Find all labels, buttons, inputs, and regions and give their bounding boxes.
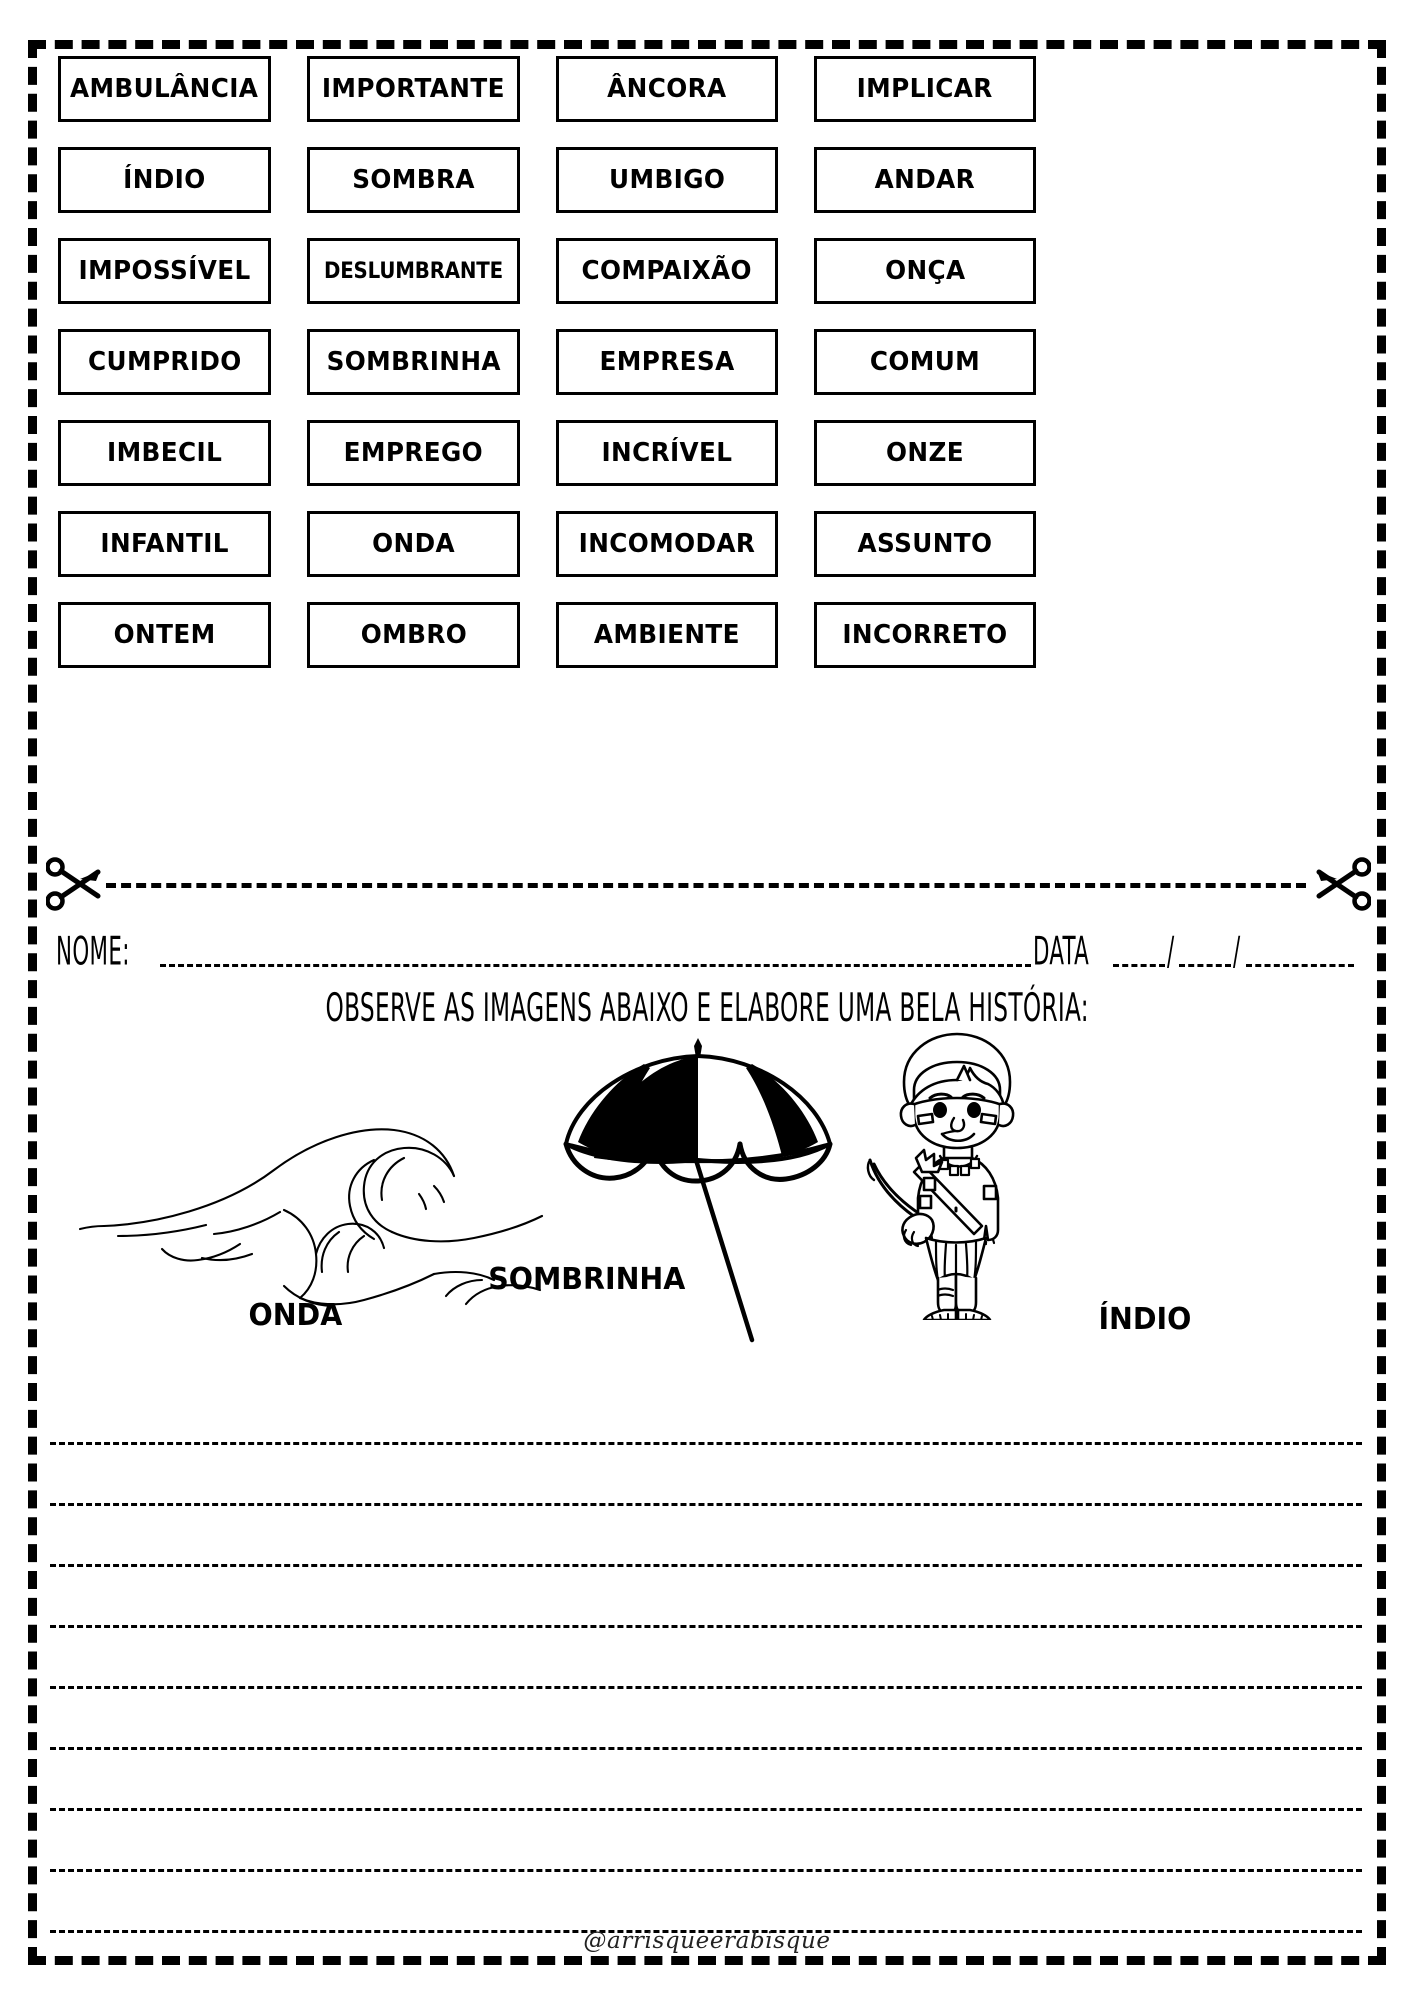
word-card[interactable] bbox=[307, 329, 520, 395]
beach-umbrella-illustration bbox=[556, 1034, 836, 1354]
writing-line[interactable] bbox=[50, 1567, 1362, 1628]
word-card[interactable] bbox=[556, 329, 778, 395]
word-card[interactable] bbox=[814, 602, 1036, 668]
writing-line[interactable] bbox=[50, 1811, 1362, 1872]
word-card[interactable] bbox=[307, 147, 520, 213]
word-card-label: IMPLICAR bbox=[856, 74, 994, 104]
word-card-label: CUMPRIDO bbox=[87, 347, 242, 377]
word-card-label: DESLUMBRANTE bbox=[323, 258, 504, 284]
word-card-label: INCOMODAR bbox=[578, 529, 756, 559]
writing-line[interactable] bbox=[50, 1689, 1362, 1750]
word-card-label: INCORRETO bbox=[842, 620, 1008, 650]
word-card-label: ONZE bbox=[886, 438, 964, 468]
word-card-label: ÍNDIO bbox=[123, 165, 206, 195]
date-day-rule[interactable] bbox=[1113, 964, 1165, 967]
writing-lines-area bbox=[50, 1384, 1362, 1933]
name-date-row bbox=[56, 926, 1356, 974]
word-card[interactable] bbox=[58, 56, 271, 122]
word-card-label: ASSUNTO bbox=[857, 529, 993, 559]
illustration-label-indio: ÍNDIO bbox=[1098, 1302, 1192, 1337]
word-card-label: INFANTIL bbox=[100, 529, 229, 559]
ocean-wave-illustration bbox=[74, 1108, 544, 1308]
word-cards-grid bbox=[58, 56, 1068, 668]
word-card-label: SOMBRA bbox=[352, 165, 475, 195]
instruction-text-row bbox=[0, 984, 1414, 1032]
writing-line[interactable] bbox=[50, 1872, 1362, 1933]
indigenous-boy-illustration bbox=[856, 1030, 1086, 1320]
cut-line-row bbox=[46, 855, 1371, 915]
word-card-label: AMBULÂNCIA bbox=[70, 74, 259, 104]
word-card-label: ANDAR bbox=[874, 165, 976, 195]
word-card[interactable] bbox=[58, 511, 271, 577]
word-card[interactable] bbox=[814, 238, 1036, 304]
date-label: DATA bbox=[1033, 927, 1090, 974]
illustration-label-sombrinha: SOMBRINHA bbox=[488, 1262, 686, 1297]
word-card[interactable] bbox=[814, 420, 1036, 486]
word-card[interactable] bbox=[556, 147, 778, 213]
word-card[interactable] bbox=[58, 329, 271, 395]
word-card-label: OMBRO bbox=[360, 620, 467, 650]
word-card[interactable] bbox=[556, 56, 778, 122]
writing-line[interactable] bbox=[50, 1445, 1362, 1506]
word-card[interactable] bbox=[307, 511, 520, 577]
date-slash-1: / bbox=[1166, 927, 1175, 974]
scissors-icon bbox=[1315, 855, 1371, 913]
illustrations-area bbox=[56, 1030, 1358, 1380]
writing-line[interactable] bbox=[50, 1384, 1362, 1445]
word-card-label: EMPRESA bbox=[599, 347, 735, 377]
word-card[interactable] bbox=[307, 56, 520, 122]
word-card-label: ONÇA bbox=[884, 256, 966, 286]
writing-line[interactable] bbox=[50, 1506, 1362, 1567]
word-card-label: COMUM bbox=[869, 347, 981, 377]
word-card[interactable] bbox=[58, 420, 271, 486]
word-card-label: SOMBRINHA bbox=[326, 347, 501, 377]
word-card-label: ONDA bbox=[372, 529, 455, 559]
writing-line[interactable] bbox=[50, 1628, 1362, 1689]
word-card-label: IMPOSSÍVEL bbox=[78, 256, 251, 286]
word-card[interactable] bbox=[556, 238, 778, 304]
word-card-label: UMBIGO bbox=[608, 165, 726, 195]
word-card[interactable] bbox=[814, 329, 1036, 395]
word-card-label: IMBECIL bbox=[106, 438, 223, 468]
word-card[interactable] bbox=[556, 602, 778, 668]
writing-line[interactable] bbox=[50, 1750, 1362, 1811]
word-card[interactable] bbox=[307, 602, 520, 668]
illustration-label-onda: ONDA bbox=[248, 1298, 343, 1333]
date-month-rule[interactable] bbox=[1179, 964, 1231, 967]
instruction-text: OBSERVE AS IMAGENS ABAIXO E ELABORE UMA BELA HISTÓRIA: bbox=[325, 984, 1089, 1032]
word-card-label: ONTEM bbox=[113, 620, 216, 650]
word-card[interactable] bbox=[814, 511, 1036, 577]
word-card[interactable] bbox=[58, 238, 271, 304]
word-card-label: INCRÍVEL bbox=[601, 438, 733, 468]
watermark-credit: @arrisqueerabisque bbox=[583, 1928, 831, 1954]
name-input-rule[interactable] bbox=[160, 964, 1031, 967]
date-year-rule[interactable] bbox=[1246, 964, 1354, 967]
word-card-label: AMBIENTE bbox=[593, 620, 741, 650]
scissors-icon bbox=[46, 855, 102, 913]
word-card[interactable] bbox=[556, 420, 778, 486]
word-card[interactable] bbox=[556, 511, 778, 577]
word-card[interactable] bbox=[58, 147, 271, 213]
word-card-label: IMPORTANTE bbox=[321, 74, 506, 104]
date-slash-2: / bbox=[1233, 927, 1242, 974]
word-card-label: ÂNCORA bbox=[607, 74, 727, 104]
word-card[interactable] bbox=[814, 147, 1036, 213]
word-card-label: EMPREGO bbox=[343, 438, 484, 468]
name-label: NOME: bbox=[56, 927, 130, 974]
word-card-label: COMPAIXÃO bbox=[581, 256, 753, 286]
word-card[interactable] bbox=[307, 420, 520, 486]
word-card[interactable] bbox=[307, 238, 520, 304]
dashed-cut-line bbox=[106, 883, 1306, 888]
word-card[interactable] bbox=[58, 602, 271, 668]
word-card[interactable] bbox=[814, 56, 1036, 122]
